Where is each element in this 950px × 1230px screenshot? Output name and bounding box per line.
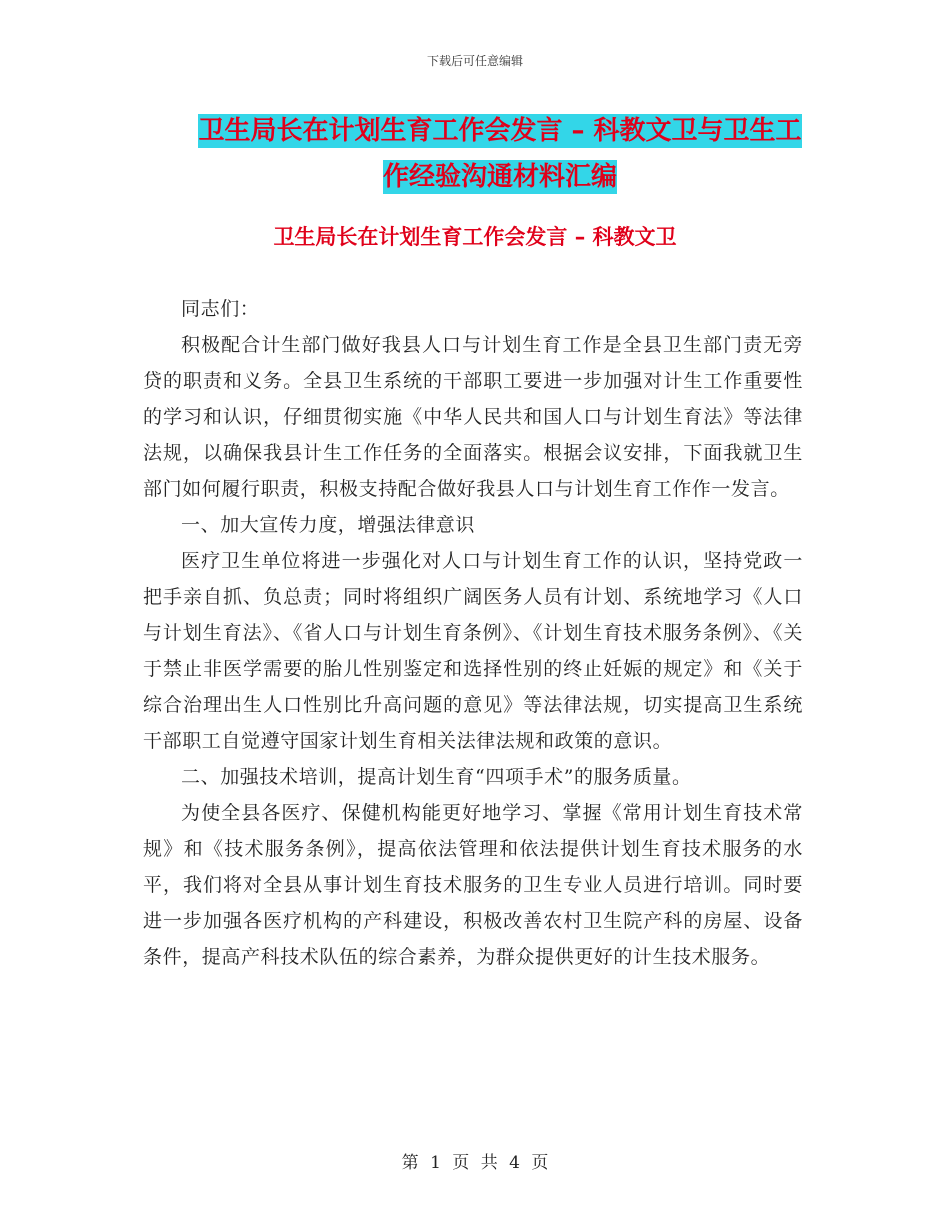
section-heading-2: 二、加强技术培训，提高计划生育“四项手术”的服务质量。 (181, 766, 692, 788)
document-title-line-2: 作经验沟通材料汇编 (382, 162, 617, 192)
paragraph: 医疗卫生单位将进一步强化对人口与计划生育工作的认识，坚持党政一把手亲自抓、负总责；同时将组织广阔医务人员有计划、系统地学习《人口与计划生育法》、《省人口与计划生育条例》、《计划生育技术服务条例》、《关于禁止非医学需要的胎儿性别鉴定和选择性别的终止妊娠的规定》和《关于综合治理出生人口性别比升高问题的意见》等法律法规，切实提高卫生系统干部职工自觉遵守国家计划生育相关法律法规和政策的意识。 (143, 550, 803, 752)
document-title (150, 108, 850, 200)
page-header-note: 下载后可任意编辑 (426, 54, 523, 68)
page-number: 第 1 页 共 4 页 (401, 1153, 549, 1173)
section-title: 卫生局长在计划生育工作会发言 – 科教文卫 (273, 225, 677, 249)
section-heading-1: 一、加大宣传力度，增强法律意识 (181, 514, 476, 536)
document-body (143, 291, 803, 975)
paragraph-salutation: 同志们： (181, 298, 260, 320)
document-title-line-1: 卫生局长在计划生育工作会发言 – 科教文卫与卫生工 (198, 116, 802, 146)
paragraph: 为使全县各医疗、保健机构能更好地学习、掌握《常用计划生育技术常规》和《技术服务条例》，提高依法管理和依法提供计划生育技术服务的水平，我们将对全县从事计划生育技术服务的卫生专业人员进行培训。同时要进一步加强各医疗机构的产科建设，积极改善农村卫生院产科的房屋、设备条件，提高产科技术队伍的综合素养，为群众提供更好的计生技术服务。 (143, 802, 803, 968)
paragraph: 积极配合计生部门做好我县人口与计划生育工作是全县卫生部门责无旁贷的职责和义务。全县卫生系统的干部职工要进一步加强对计生工作重要性的学习和认识，仔细贯彻实施《中华人民共和国人口与计划生育法》等法律法规，以确保我县计生工作任务的全面落实。根据会议安排，下面我就卫生部门如何履行职责，积极支持配合做好我县人口与计划生育工作作一发言。 (143, 334, 803, 500)
